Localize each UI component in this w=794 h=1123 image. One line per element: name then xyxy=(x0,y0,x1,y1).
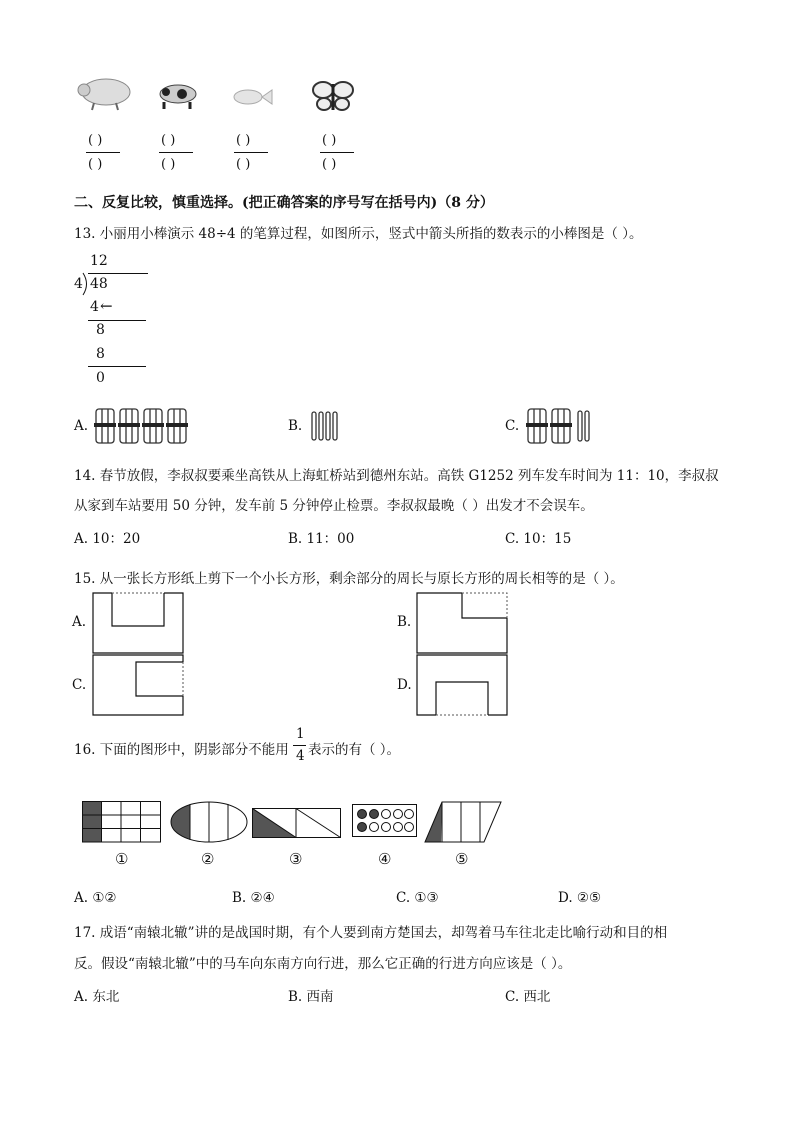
rectangle-cut-corner xyxy=(416,592,508,654)
section-title: 二、反复比较，慎重选择。(把正确答案的序号写在括号内)（8 分） xyxy=(74,195,494,211)
q17-line1: 17. 成语“南辕北辙”讲的是战国时期，有个人要到南方楚国去，却驾着马车往北走比喻行动和目的相 xyxy=(74,925,668,941)
stick-bundles-2-plus-2-icon xyxy=(524,405,596,447)
q14-line2: 从家到车站要用 50 分钟，发车前 5 分钟停止检票。李叔叔最晚（ ）出发才不会误车。 xyxy=(74,498,594,514)
remainder: 0 xyxy=(96,370,105,386)
figure-2-ellipse[interactable] xyxy=(170,801,248,843)
step1: 4 xyxy=(90,299,99,315)
arrow-icon: ← xyxy=(100,297,113,315)
dog-image xyxy=(156,80,200,110)
rectangle-cut-right-middle xyxy=(92,654,184,716)
figure-1-grid[interactable] xyxy=(82,801,162,843)
q14-option-b[interactable]: B. 11：00 xyxy=(288,531,355,547)
q14-line1: 14. 春节放假，李叔叔要乘坐高铁从上海虹桥站到德州东站。高铁 G1252 列车发车时间为 11：10，李叔叔 xyxy=(74,468,719,484)
figure-4-label: ④ xyxy=(378,850,392,868)
figure-5-parallelogram[interactable] xyxy=(424,801,502,843)
rectangle-cut-bottom-middle xyxy=(416,654,508,716)
q16-option-a[interactable]: A. ①② xyxy=(74,890,117,906)
figure-5-label: ⑤ xyxy=(455,850,469,868)
q17-option-c[interactable]: C. 西北 xyxy=(505,989,551,1005)
figure-1-label: ① xyxy=(115,850,129,868)
quotient: 12 xyxy=(90,253,108,269)
figure-3-label: ③ xyxy=(289,850,303,868)
divisor: 4 xyxy=(74,276,83,292)
q17-option-a[interactable]: A. 东北 xyxy=(74,989,120,1005)
fraction-denominator: 4 xyxy=(296,748,305,764)
butterfly-image xyxy=(310,80,356,112)
step2: 8 xyxy=(96,322,105,338)
q14-option-a[interactable]: A. 10：20 xyxy=(74,531,141,547)
pig-image xyxy=(76,72,136,112)
q16-option-b[interactable]: B. ②④ xyxy=(232,890,275,906)
q17-line2: 反。假设“南辕北辙”中的马车向东南方向行进，那么它正确的行进方向应该是（ ）。 xyxy=(74,956,572,972)
dividend: 48 xyxy=(90,276,108,292)
figure-4-circles[interactable] xyxy=(352,804,418,838)
fraction-numerator: 1 xyxy=(296,726,305,742)
figure-2-label: ② xyxy=(201,850,215,868)
figure-3-triangles[interactable] xyxy=(252,808,342,838)
q14-option-c[interactable]: C. 10：15 xyxy=(505,531,572,547)
rectangle-cut-top-middle xyxy=(92,592,184,654)
q16-option-c[interactable]: C. ①③ xyxy=(396,890,439,906)
division-bracket xyxy=(82,273,90,295)
q15-text: 15. 从一张长方形纸上剪下一个小长方形，剩余部分的周长与原长方形的周长相等的是（ ）。 xyxy=(74,571,624,587)
stick-bundles-4-icon xyxy=(92,405,192,447)
q17-option-b[interactable]: B. 西南 xyxy=(288,989,334,1005)
single-sticks-4-icon xyxy=(310,410,338,442)
fish-image xyxy=(232,86,274,108)
q13-text: 13. 小丽用小棒演示 48÷4 的笔算过程，如图所示，竖式中箭头所指的数表示的小棒图是（ ）。 xyxy=(74,226,643,242)
q16-option-d[interactable]: D. ②⑤ xyxy=(558,890,602,906)
step3: 8 xyxy=(96,346,105,362)
